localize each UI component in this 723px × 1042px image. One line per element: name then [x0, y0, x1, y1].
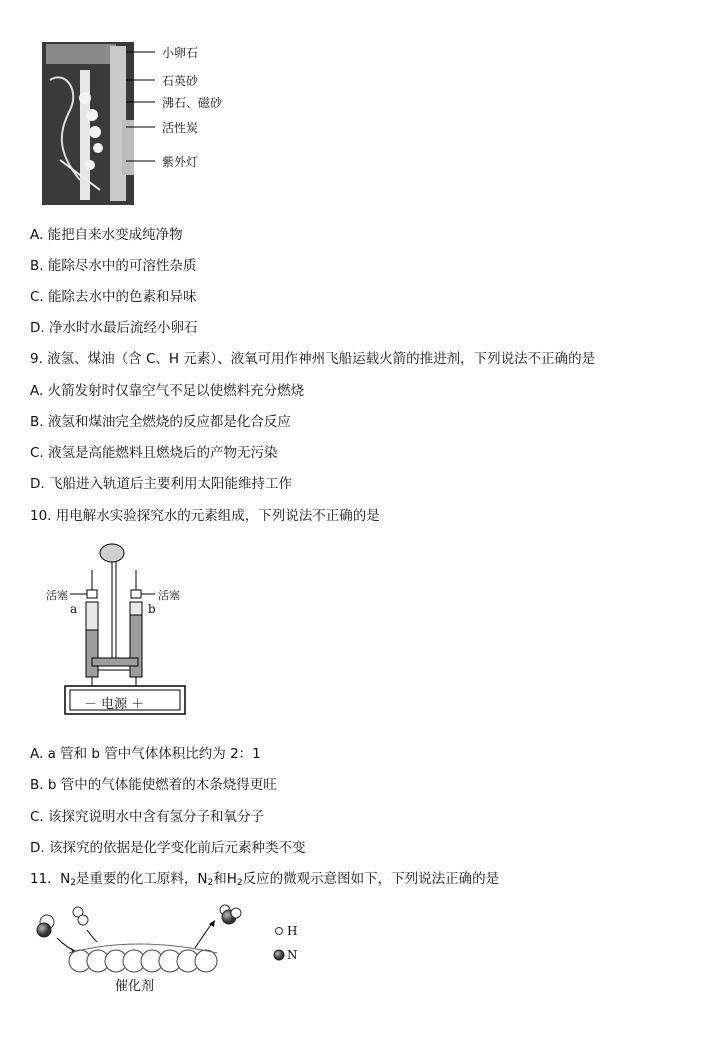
label-quartz-sand: 石英砂	[162, 74, 199, 88]
q8-option-d: D. 净水时水最后流经小卵石	[30, 320, 198, 336]
q10-option-b: B. b 管中的气体能使燃着的木条烧得更旺	[30, 777, 277, 793]
right-valve-label: 活塞	[158, 589, 180, 602]
label-uv-lamp: 紫外灯	[162, 155, 199, 169]
tube-a-label: a	[70, 602, 78, 616]
left-valve-label: 活塞	[46, 589, 68, 602]
q9-option-a: A. 火箭发射时仅靠空气不足以使燃料充分燃烧	[30, 383, 305, 399]
legend-h-label: H	[287, 924, 298, 938]
water-purifier-figure	[40, 40, 300, 210]
power-supply-label: － 电源 ＋	[84, 697, 145, 712]
label-activated-carbon: 活性炭	[162, 121, 199, 135]
electrolysis-figure	[40, 540, 230, 720]
q10-option-c: C. 该探究说明水中含有氢分子和氧分子	[30, 809, 265, 825]
tube-b-label: b	[148, 602, 156, 616]
q10-stem: 10. 用电解水实验探究水的元素组成，下列说法不正确的是	[30, 508, 380, 524]
legend-n-label: N	[287, 948, 298, 962]
q10-option-d: D. 该探究的依据是化学变化前后元素种类不变	[30, 840, 306, 856]
q9-option-b: B. 液氢和煤油完全燃烧的反应都是化合反应	[30, 414, 291, 430]
q8-option-b: B. 能除尽水中的可溶性杂质	[30, 258, 197, 274]
label-pebbles: 小卵石	[162, 46, 199, 60]
q9-option-d: D. 飞船进入轨道后主要利用太阳能维持工作	[30, 476, 292, 492]
q11-stem: 11. $N_2$是重要的化工原料，$N_2$和$H_2$反应的微观示意图如下，下列说法正确的是	[30, 871, 500, 888]
q10-option-a: A. a 管和 b 管中气体体积比约为 2：1	[30, 746, 261, 762]
q9-stem: 9. 液氢、煤油（含 C、H 元素）、液氧可用作神州飞船运载火箭的推进剂，下列说法不正确的是	[30, 351, 596, 367]
q8-option-a: A. 能把自来水变成纯净物	[30, 227, 183, 243]
catalyst-label: 催化剂	[115, 979, 155, 994]
reaction-diagram	[35, 900, 335, 1000]
q8-option-c: C. 能除去水中的色素和异味	[30, 289, 197, 305]
q9-option-c: C. 液氢是高能燃料且燃烧后的产物无污染	[30, 445, 278, 461]
label-zeolite: 沸石、磁砂	[162, 96, 223, 110]
